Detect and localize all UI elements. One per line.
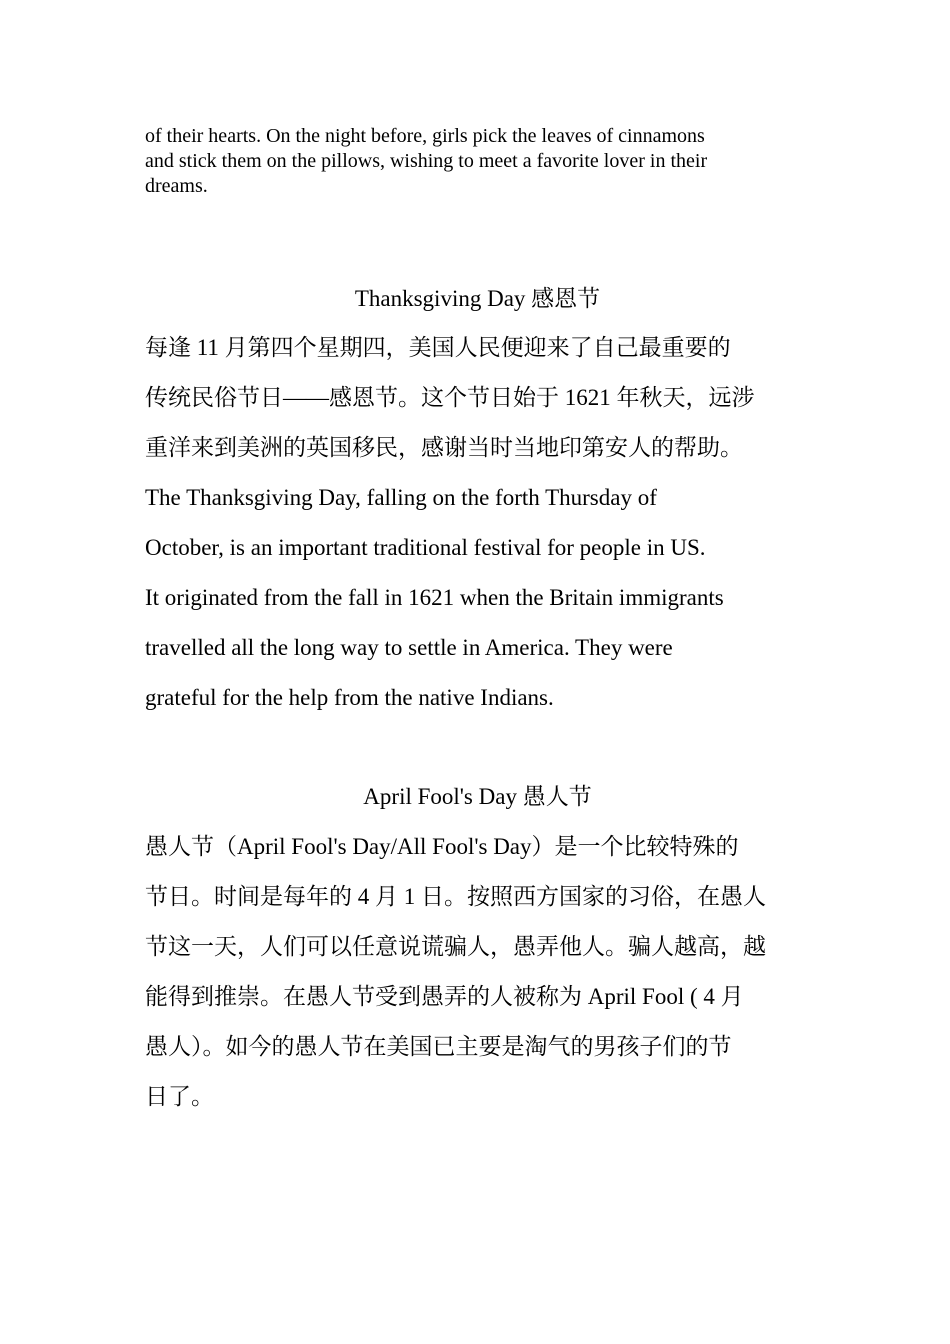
text-line: October, is an important traditional festival for people in US. xyxy=(145,535,706,560)
section-heading-april-fools: April Fool's Day 愚人节 xyxy=(363,784,592,809)
text-line: 能得到推崇。在愚人节受到愚弄的人被称为 April Fool ( 4 月 xyxy=(145,984,744,1009)
text-line: 重洋来到美洲的英国移民，感谢当时当地印第安人的帮助。 xyxy=(145,435,743,460)
intro-paragraph xyxy=(145,124,810,199)
section-body-thanksgiving xyxy=(145,323,810,723)
text-line: 日了。 xyxy=(145,1084,214,1109)
text-line: 传统民俗节日——感恩节。这个节日始于 1621 年秋天，远涉 xyxy=(145,385,755,410)
text-line: 每逢 11 月第四个星期四，美国人民便迎来了自己最重要的 xyxy=(145,335,731,360)
text-line: dreams. xyxy=(145,175,208,197)
text-line: The Thanksgiving Day, falling on the forth Thursday of xyxy=(145,485,657,510)
text-line: 愚人）。如今的愚人节在美国已主要是淘气的男孩子们的节 xyxy=(145,1034,732,1059)
text-line: travelled all the long way to settle in America. They were xyxy=(145,635,673,660)
text-line: 节日。时间是每年的 4 月 1 日。按照西方国家的习俗，在愚人 xyxy=(145,884,766,909)
section-heading-thanksgiving: Thanksgiving Day 感恩节 xyxy=(354,286,601,311)
text-line: It originated from the fall in 1621 when the Britain immigrants xyxy=(145,585,724,610)
text-line: and stick them on the pillows, wishing to meet a favorite lover in their xyxy=(145,150,708,172)
text-line: 节这一天，人们可以任意说谎骗人，愚弄他人。骗人越高，越 xyxy=(145,934,766,959)
section-body-april-fools xyxy=(145,822,810,1122)
text-line: of their hearts. On the night before, girls pick the leaves of cinnamons xyxy=(145,125,705,147)
text-line: grateful for the help from the native Indians. xyxy=(145,685,554,710)
text-line: 愚人节（April Fool's Day/All Fool's Day）是一个比较特殊的 xyxy=(145,834,739,859)
